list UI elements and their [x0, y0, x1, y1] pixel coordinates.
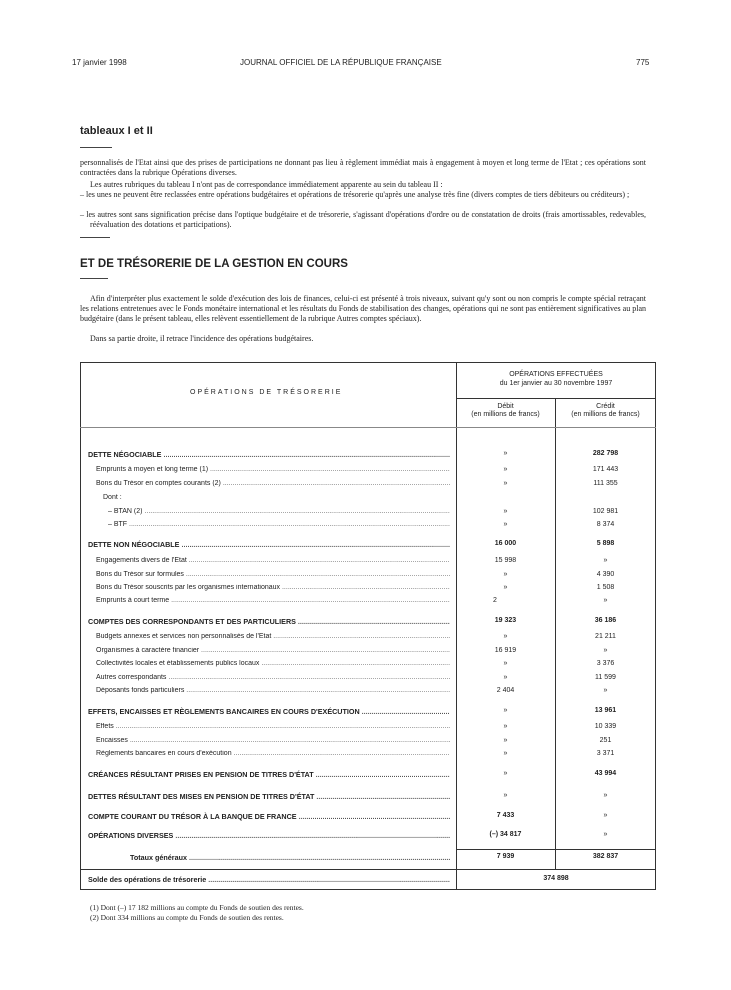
table-row-label: COMPTES DES CORRESPONDANTS ET DES PARTICULIERS .....: [88, 617, 450, 626]
table-row-label: Engagements divers de l'Etat .....: [96, 557, 450, 564]
table-cell-credit: »: [603, 647, 608, 654]
table-cell-credit: 5 898: [596, 540, 615, 547]
table-cell-credit: 102 981: [592, 508, 619, 515]
table-row-label: Bons du Trésor en comptes courants (2) .....: [96, 480, 450, 487]
table-bottom-border: [80, 889, 656, 890]
totals-label: Totaux généraux .....: [130, 853, 450, 862]
table-cell-debit: »: [503, 674, 508, 681]
table-cell-debit: »: [503, 750, 508, 757]
table-cell-debit: 16 919: [494, 647, 517, 654]
table-row-label: Bons du Trésor sur formules .....: [96, 571, 450, 578]
table-cell-debit: 16 000: [494, 540, 517, 547]
table-row-label: Déposants fonds particuliers .....: [96, 687, 450, 694]
table-row-label: DETTES RÉSULTANT DES MISES EN PENSION DE TITRES D'ÉTAT .....: [88, 792, 450, 801]
table-cell-debit: »: [503, 633, 508, 640]
table-cell-debit: »: [503, 466, 508, 473]
table-right-header: OPÉRATIONS EFFECTUÉES: [509, 371, 603, 378]
col-credit-header: Crédit: [596, 403, 615, 410]
table-cell-debit: »: [503, 571, 508, 578]
paragraph: Afin d'interpréter plus exactement le solde d'exécution des lois de finances, celui-ci est présenté à trois niveaux, suivant qu'y sont ou non compris le compte spécial retraçant les relations entretenues avec le Fonds monétaire international et les résultats du Fonds de stabilisation des changes, opérations qui ne sont pas entièrement significatives au plan budgétaire (dans le présent tableau, elles relèvent essentiellement de la rubrique Autres comptes spéciaux).: [80, 294, 646, 323]
table-cell-credit: 43 994: [594, 770, 617, 777]
table-cell-credit: 4 390: [596, 571, 615, 578]
footnote: (2) Dont 334 millions au compte du Fonds de soutien des rentes.: [90, 913, 284, 922]
journal-title: JOURNAL OFFICIEL DE LA RÉPUBLIQUE FRANÇAISE: [240, 58, 442, 67]
table-cell-credit: 10 339: [594, 723, 617, 730]
header-divider: [456, 398, 656, 399]
divider: [80, 237, 110, 238]
table-cell-credit: 8 374: [596, 521, 615, 528]
table-row-label: Bons du Trésor souscrits par les organismes internationaux .....: [96, 584, 450, 591]
paragraph: Dans sa partie droite, il retrace l'incidence des opérations budgétaires.: [90, 334, 314, 343]
table-left-border: [80, 362, 81, 890]
table-cell-debit: 15 998: [494, 557, 517, 564]
col-debit-header: Débit: [497, 403, 514, 410]
table-cell-debit: »: [503, 770, 508, 777]
table-cell-debit: »: [503, 723, 508, 730]
table-row-label: DETTE NON NÉGOCIABLE .....: [88, 540, 450, 549]
paragraph: – les unes ne peuvent être reclassées entre opérations budgétaires et opérations de trésorerie qu'après une analyse très fine (divers comptes de tiers débiteurs ou créditeurs) ;: [80, 190, 630, 199]
paragraph: – les autres sont sans signification précise dans l'optique budgétaire et de trésorerie, s'agissant d'opérations d'ordre ou de constatation de droits (frais amortissables, redevables, réévaluation des dotations et participations).: [80, 210, 646, 229]
header-bottom-line: [80, 427, 656, 428]
table-cell-debit: »: [503, 707, 508, 714]
table-cell-credit: 282 798: [592, 450, 619, 457]
table-cell-credit: 111 355: [593, 480, 618, 487]
table-row-label: Règlements bancaires en cours d'exécution .....: [96, 750, 450, 757]
solde-value: 374 898: [543, 875, 569, 882]
table-cell-debit: »: [503, 450, 508, 457]
section1-title: tableaux I et II: [80, 125, 153, 137]
totals-bottom-line: [80, 869, 656, 870]
totals-line: [456, 849, 656, 850]
table-cell-debit: »: [503, 480, 508, 487]
header-date: 17 janvier 1998: [72, 58, 127, 67]
table-cell-credit: »: [603, 687, 608, 694]
col-credit-unit: (en millions de francs): [571, 411, 640, 418]
col-debit-unit: (en millions de francs): [471, 411, 540, 418]
table-cell-debit: 2: [493, 597, 497, 604]
footnote: (1) Dont (–) 17 182 millions au compte du Fonds de soutien des rentes.: [90, 903, 304, 912]
table-row-label: Effets .....: [96, 723, 450, 730]
totals-credit: 382 837: [592, 853, 619, 860]
divider: [80, 147, 112, 148]
table-cell-credit: 21 211: [595, 633, 616, 640]
table-cell-credit: »: [603, 831, 608, 838]
table-cell-debit: (–) 34 817: [489, 831, 522, 838]
table-cell-credit: 3 371: [596, 750, 615, 757]
table-row-label: Encaisses .....: [96, 737, 450, 744]
table-row-label: Dont :: [103, 494, 122, 501]
table-row-label: Autres correspondants .....: [96, 674, 450, 681]
solde-label: Solde des opérations de trésorerie .....: [88, 875, 450, 884]
table-row-label: Budgets annexes et services non personnalisés de l'Etat .....: [96, 633, 450, 640]
table-cell-credit: 171 443: [592, 466, 619, 473]
table-row-label: DETTE NÉGOCIABLE .....: [88, 450, 450, 459]
table-cell-debit: »: [503, 521, 508, 528]
table-right-subheader: du 1er janvier au 30 novembre 1997: [499, 380, 613, 387]
table-cell-credit: 13 961: [594, 707, 617, 714]
table-row-label: EFFETS, ENCAISSES ET RÈGLEMENTS BANCAIRES EN COURS D'EXÉCUTION .....: [88, 707, 450, 716]
table-cell-credit: »: [603, 557, 608, 564]
page-number: 775: [636, 58, 650, 67]
table-row-label: – BTF .....: [108, 521, 450, 528]
table-cell-credit: 1 508: [596, 584, 615, 591]
table-cell-debit: »: [503, 792, 508, 799]
table-cell-credit: 36 186: [594, 617, 617, 624]
table-cell-credit: »: [603, 597, 608, 604]
table-cell-debit: »: [503, 737, 508, 744]
table-cell-debit: 7 433: [496, 812, 515, 819]
table-row-label: Organismes à caractère financier .....: [96, 647, 450, 654]
table-row-label: Emprunts à moyen et long terme (1) .....: [96, 466, 450, 473]
table-cell-debit: »: [503, 660, 508, 667]
paragraph: Les autres rubriques du tableau I n'ont pas de correspondance immédiatement apparente au sein du tableau II :: [90, 180, 443, 189]
table-cell-credit: 3 376: [596, 660, 615, 667]
table-cell-credit: »: [603, 812, 608, 819]
table-cell-credit: 11 599: [595, 674, 616, 681]
table-cell-credit: »: [603, 792, 608, 799]
table-row-label: OPÉRATIONS DIVERSES .....: [88, 831, 450, 840]
totals-debit: 7 939: [496, 853, 515, 860]
table-row-label: CRÉANCES RÉSULTANT PRISES EN PENSION DE TITRES D'ÉTAT .....: [88, 770, 450, 779]
table-left-header: OPÉRATIONS DE TRÉSORERIE: [190, 389, 343, 396]
table-row-label: COMPTE COURANT DU TRÉSOR À LA BANQUE DE FRANCE .....: [88, 812, 450, 821]
table-row-label: – BTAN (2) .....: [108, 508, 450, 515]
table-row-label: Collectivités locales et établissements publics locaux .....: [96, 660, 450, 667]
table-cell-debit: »: [503, 584, 508, 591]
divider: [80, 278, 108, 279]
paragraph: personnalisés de l'Etat ainsi que des prises de participations ne donnant pas lieu à règlement immédiat mais à engagement à moyen et long terme de l'Etat ; ces opérations sont contractées dans la rubrique Opérations diverses.: [80, 158, 646, 177]
table-row-label: Emprunts à court terme .....: [96, 597, 450, 604]
table-cell-debit: 19 323: [494, 617, 517, 624]
table-top-border: [80, 362, 656, 363]
table-right-border: [655, 362, 656, 890]
table-cell-debit: »: [503, 508, 508, 515]
table-cell-credit: 251: [599, 737, 612, 744]
col-divider: [456, 362, 457, 889]
section2-title: ET DE TRÉSORERIE DE LA GESTION EN COURS: [80, 258, 348, 270]
table-cell-debit: 2 404: [496, 687, 515, 694]
